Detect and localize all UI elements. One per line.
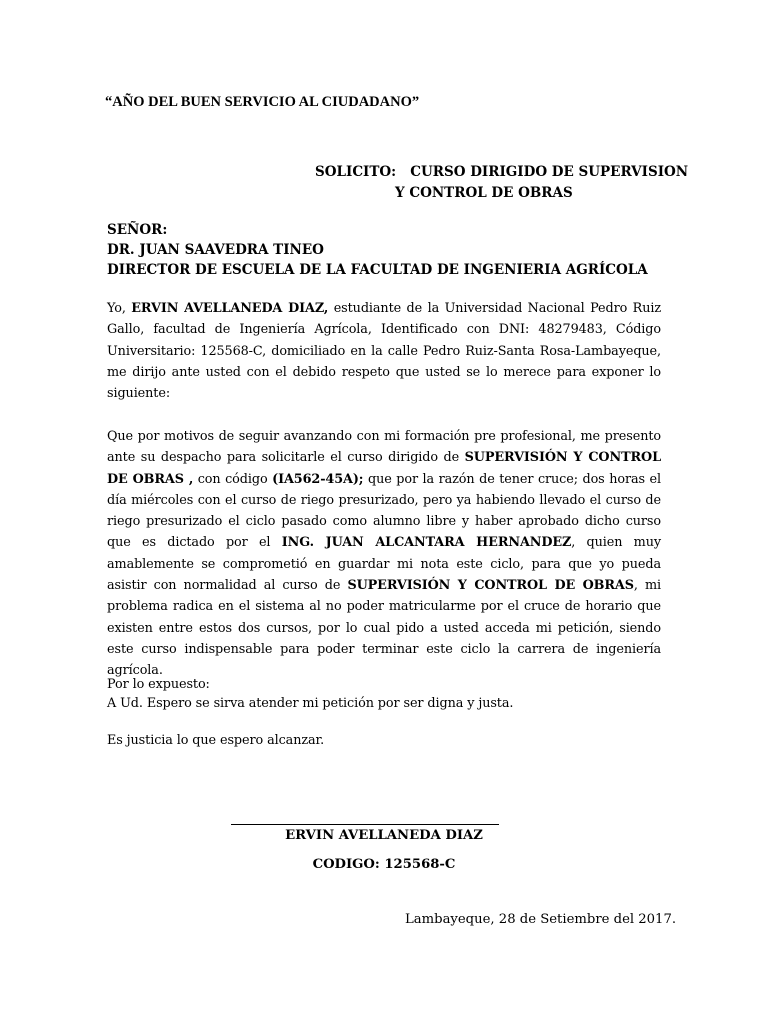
p2-course-name-2: SUPERVISIÓN Y CONTROL DE OBRAS xyxy=(347,578,634,594)
closing-line-2: A Ud. Espero se sirva atender mi petición por ser digna y justa. xyxy=(107,696,514,711)
addressee-position: DIRECTOR DE ESCUELA DE LA FACULTAD DE INGENIERIA AGRÍCOLA xyxy=(107,262,648,278)
solicito-block xyxy=(315,162,688,204)
p1-text-1: Yo, xyxy=(107,301,132,316)
addressee-block xyxy=(107,220,648,280)
p2-course-name: SUPERVISIÓN Y CONTROL DE OBRAS , xyxy=(107,450,661,487)
addressee-name: DR. JUAN SAAVEDRA TINEO xyxy=(107,242,324,258)
salutation: SEÑOR: xyxy=(107,222,168,238)
p1-text-2: estudiante de la Universidad Nacional Pedro Ruiz Gallo, facultad de Ingeniería Agrícola, Identificado con DNI: 48279483, Código Universitario: 125568-C, domiciliado en la calle Pedro Ruiz-Santa Rosa-Lambayeque, me dirijo ante usted con el debido respeto que usted se lo merece para exponer lo siguiente: xyxy=(107,301,661,402)
closing-block xyxy=(107,675,661,713)
p2-text-5: , mi problema radica en el sistema al no poder matricularme por el cruce de horario que existen entre estos dos cursos, por lo cual pido a usted acceda mi petición, siendo este curso indispensable para poder terminar este ciclo la carrera de ingeniería agrícola. xyxy=(107,578,662,679)
year-motto: “AÑO DEL BUEN SERVICIO AL CIUDADANO” xyxy=(105,94,420,110)
p2-course-code: (IA562-45A); xyxy=(272,471,364,487)
solicito-line-2: Y CONTROL DE OBRAS xyxy=(395,185,573,201)
p2-text-3: que por la razón de tener cruce; dos horas el día miércoles con el curso de riego presurizado, pero ya habiendo llevado el curso de riego presurizado el ciclo pasado como alumno libre y haber aprobado dicho curso que es dictado por el xyxy=(107,471,661,551)
p2-teacher-name: ING. JUAN ALCANTARA HERNANDEZ xyxy=(281,535,572,551)
paragraph-introduction xyxy=(107,298,661,404)
closing-line-1: Por lo expuesto: xyxy=(107,677,210,692)
signature-code: CODIGO: 125568-C xyxy=(312,857,456,872)
date-line: Lambayeque, 28 de Setiembre del 2017. xyxy=(405,912,677,927)
solicito-line-1: SOLICITO: CURSO DIRIGIDO DE SUPERVISION xyxy=(315,164,689,180)
p2-text-2: con código xyxy=(193,471,273,487)
signature-name: ERVIN AVELLANEDA DIAZ xyxy=(285,828,483,843)
p2-text-1: Que por motivos de seguir avanzando con mi formación pre profesional, me presento ante su despacho para solicitarle el curso dirigido de xyxy=(107,429,661,466)
p1-student-name: ERVIN AVELLANEDA DIAZ, xyxy=(131,301,329,316)
paragraph-request xyxy=(107,426,661,682)
justice-line: Es justicia lo que espero alcanzar. xyxy=(107,733,325,748)
p2-text-4: , quien muy amablemente se comprometió en guardar mi nota este ciclo, para que yo pueda asistir con normalidad al curso de xyxy=(107,535,661,594)
signature-line xyxy=(231,824,499,825)
